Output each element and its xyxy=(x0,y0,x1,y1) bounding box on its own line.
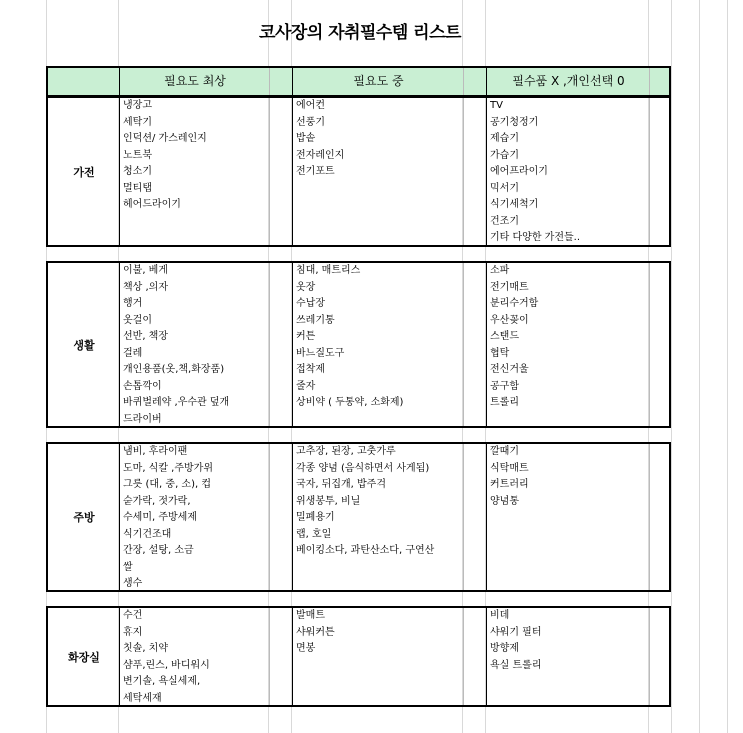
list-item: 간장, 설탕, 소금 xyxy=(123,545,194,556)
list-item: 밥솥 xyxy=(296,133,316,144)
list-item: 세탁기 xyxy=(123,116,152,128)
list-item: 바퀴벌레약 ,우수관 덮개 xyxy=(123,397,230,408)
list-item: 행거 xyxy=(123,298,143,309)
category-label: 생활 xyxy=(73,338,95,352)
list-item: 냄비, 후라이팬 xyxy=(123,446,188,457)
list-item: 선반, 책장 xyxy=(123,331,168,342)
list-item: 생수 xyxy=(123,578,143,589)
list-item: 트롤리 xyxy=(490,397,519,408)
col1-list xyxy=(120,98,269,214)
list-item: 멀티탭 xyxy=(123,182,152,194)
col2-list xyxy=(293,444,463,560)
list-item: 손톱깍이 xyxy=(123,380,162,392)
list-item: 숟가락, 젓가락, xyxy=(123,495,191,507)
list-item: 그릇 (대, 중, 소), 컵 xyxy=(123,479,212,490)
list-item: 도마, 식칼 ,주방가위 xyxy=(123,462,213,474)
list-item: 전기포트 xyxy=(296,166,335,177)
list-item: 고추장, 된장, 고춧가루 xyxy=(296,446,396,457)
list-item: 인덕션/ 가스레인지 xyxy=(123,133,207,144)
col2-list xyxy=(293,98,463,181)
list-item: TV xyxy=(490,100,503,111)
list-item: 밀폐용기 xyxy=(296,512,335,523)
list-item: 커트러리 xyxy=(490,479,529,490)
list-item: 수납장 xyxy=(296,298,325,309)
section-appliances xyxy=(46,96,671,247)
list-item: 공기청정기 xyxy=(490,116,539,128)
list-item: 책상 ,의자 xyxy=(123,281,168,293)
header-row xyxy=(46,66,671,97)
list-item: 쌀 xyxy=(123,561,133,573)
list-item: 상비약 ( 두통약, 소화제) xyxy=(296,397,404,408)
col3-list xyxy=(487,98,649,247)
list-item: 식기세척기 xyxy=(490,199,539,210)
list-item: 전신거울 xyxy=(490,364,529,375)
list-item: 줄자 xyxy=(296,380,316,392)
list-item: 샤워커튼 xyxy=(296,626,335,638)
list-item: 접착제 xyxy=(296,364,325,375)
header-col3: 필수품 X ,개인선택 0 xyxy=(512,74,625,88)
col1-list xyxy=(120,608,269,707)
list-item: 이불, 베게 xyxy=(123,265,168,276)
list-item: 걸레 xyxy=(123,347,143,359)
list-item: 식탁매트 xyxy=(490,462,529,474)
list-item: 가습기 xyxy=(490,149,519,161)
list-item: 커튼 xyxy=(296,331,316,342)
list-item: 샴푸,린스, 바디워시 xyxy=(123,659,210,671)
list-item: 분리수거함 xyxy=(490,298,539,309)
list-item: 소파 xyxy=(490,265,510,276)
list-item: 제습기 xyxy=(490,133,519,144)
list-item: 양념통 xyxy=(490,495,519,507)
list-item: 칫솔, 치약 xyxy=(123,643,168,654)
list-item: 협탁 xyxy=(490,347,510,359)
col2-list xyxy=(293,263,463,412)
list-item: 믹서기 xyxy=(490,182,519,194)
list-item: 국자, 뒤집개, 밥주걱 xyxy=(296,479,386,490)
col3-list xyxy=(487,608,649,674)
list-item: 헤어드라이기 xyxy=(123,199,181,210)
list-item: 전기매트 xyxy=(490,281,529,293)
section-living xyxy=(46,261,671,428)
category-label: 가전 xyxy=(73,165,95,179)
col1-list xyxy=(120,444,269,593)
list-item: 샤워기 필터 xyxy=(490,626,542,638)
category-label: 화장실 xyxy=(68,650,100,664)
list-item: 면봉 xyxy=(296,643,316,654)
col1-list xyxy=(120,263,269,428)
list-item: 에어컨 xyxy=(296,100,325,111)
list-item: 냉장고 xyxy=(123,100,152,111)
list-item: 변기솔, 욕실세제, xyxy=(123,676,201,687)
list-item: 우산꽂이 xyxy=(490,314,529,326)
list-item: 랩, 호일 xyxy=(296,528,332,540)
section-bathroom xyxy=(46,606,671,707)
list-item: 베이킹소다, 과탄산소다, 구연산 xyxy=(296,545,435,556)
header-col2: 필요도 중 xyxy=(353,74,404,88)
list-item: 선풍기 xyxy=(296,116,325,128)
list-item: 식기건조대 xyxy=(123,528,172,540)
list-item: 각종 양념 (음식하면서 사게됨) xyxy=(296,462,430,474)
list-item: 위생봉투, 비닐 xyxy=(296,495,361,507)
category-label: 주방 xyxy=(73,511,95,524)
list-item: 세탁세재 xyxy=(123,692,162,704)
list-item: 기타 다양한 가전들.. xyxy=(490,232,580,243)
list-item: 수세미, 주방세제 xyxy=(123,512,197,523)
col3-list xyxy=(487,263,649,412)
list-item: 방향제 xyxy=(490,643,519,654)
list-item: 욕실 트롤리 xyxy=(490,659,542,671)
list-item: 쓰레기통 xyxy=(296,314,335,326)
list-item: 옷걸이 xyxy=(123,314,152,326)
header-col1: 필요도 최상 xyxy=(164,74,226,88)
col2-list xyxy=(293,608,463,658)
list-item: 건조기 xyxy=(490,215,519,227)
list-item: 개인용품(옷,책,화장품) xyxy=(123,364,225,375)
list-item: 비데 xyxy=(490,610,510,621)
list-item: 에어프라이기 xyxy=(490,166,548,177)
list-item: 수건 xyxy=(123,610,143,621)
list-item: 바느질도구 xyxy=(296,347,345,359)
list-item: 스탠드 xyxy=(490,331,519,342)
list-item: 공구함 xyxy=(490,380,519,392)
page-title: 코사장의 자취필수템 리스트 xyxy=(259,23,461,43)
section-kitchen xyxy=(46,442,671,592)
list-item: 깔때기 xyxy=(490,446,519,457)
list-item: 노트북 xyxy=(123,149,152,161)
list-item: 옷장 xyxy=(296,281,316,293)
col3-list xyxy=(487,444,649,510)
list-item: 휴지 xyxy=(123,626,143,638)
list-item: 드라이버 xyxy=(123,413,162,425)
list-item: 침대, 매트리스 xyxy=(296,265,361,276)
list-item: 전자레인지 xyxy=(296,149,345,161)
list-item: 청소기 xyxy=(123,166,152,177)
list-item: 발매트 xyxy=(296,610,325,621)
